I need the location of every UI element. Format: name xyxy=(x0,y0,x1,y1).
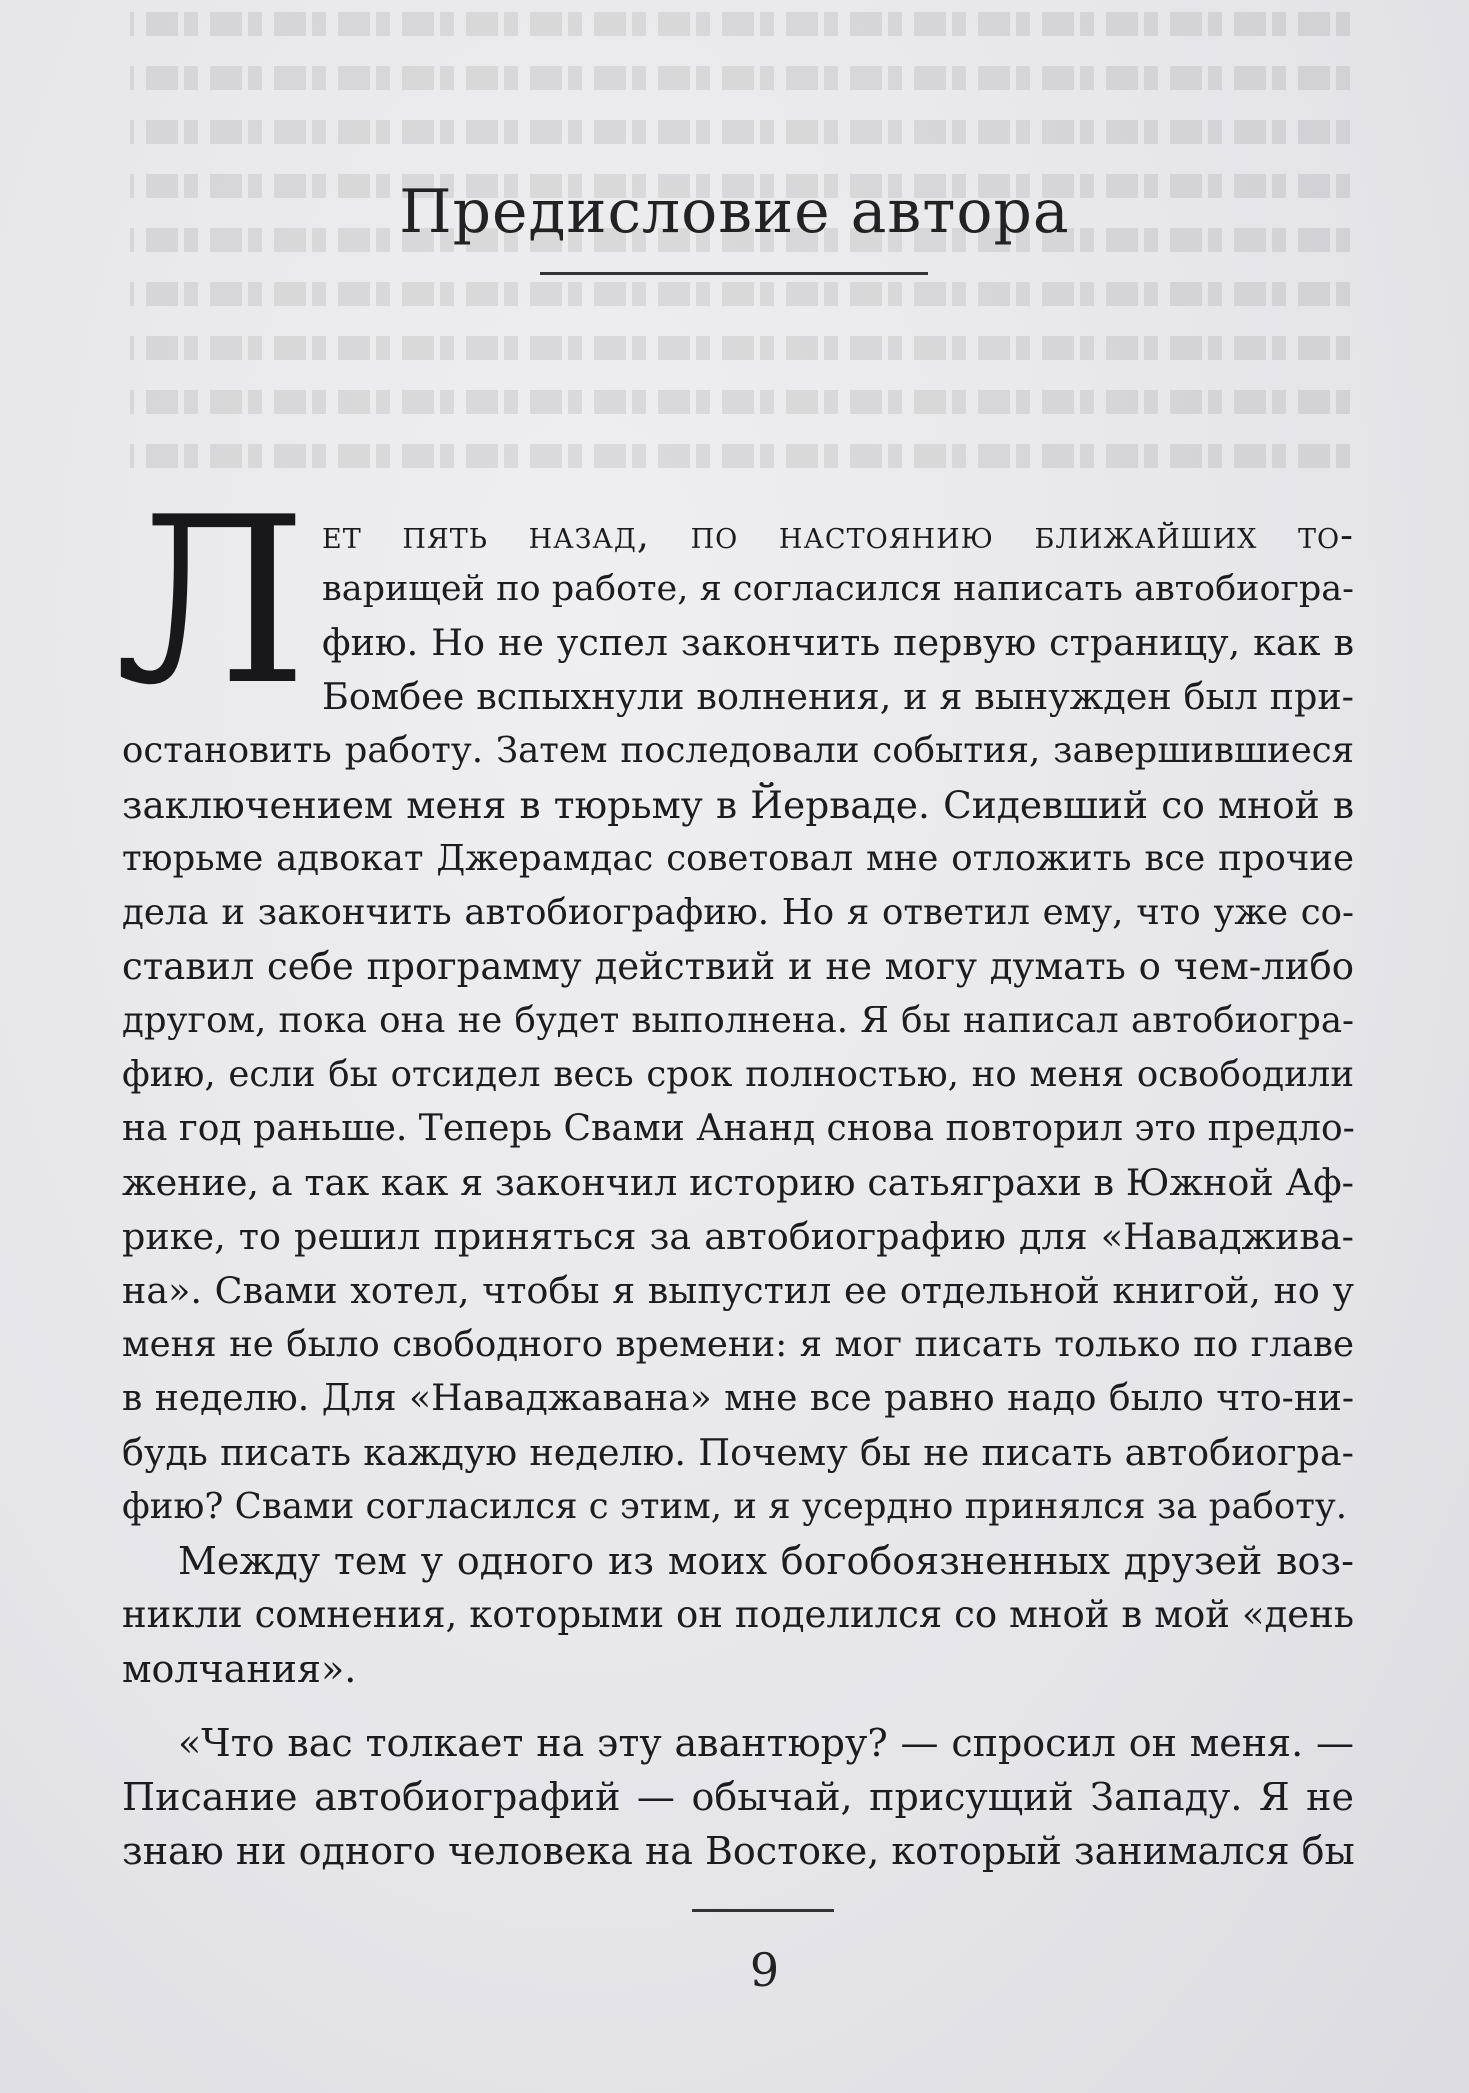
text-line: фию, если бы отсидел весь срок полностью, но меня освободили xyxy=(122,1054,1354,1095)
text-line: заключением меня в тюрьму в Йерваде. Сидевший со мной в xyxy=(122,783,1354,827)
text-line: Бомбее вспыхнули волнения, и я вынужден был при- xyxy=(322,675,1354,718)
text-line: ставил себе программу действий и не могу думать о чем-либо xyxy=(122,945,1354,988)
text-line: знаю ни одного человека на Востоке, который занимался бы xyxy=(122,1829,1355,1873)
text-line: варищей по работе, я согласился написать автобиогра- xyxy=(322,569,1354,609)
text-line: ет пять назад, по настоянию ближайших то- xyxy=(322,513,1354,557)
drop-cap: Л xyxy=(115,469,307,736)
text-line: рике, то решил приняться за автобиографию для «Наваджива- xyxy=(122,1215,1354,1258)
text-line: тюрьме адвокат Джерамдас советовал мне отложить все прочие xyxy=(122,838,1354,879)
chapter-title: Предисловие автора xyxy=(399,177,1070,247)
text-line: фию. Но не успел закончить первую страницу, как в xyxy=(322,621,1354,664)
text-line: жение, а так как я закончил историю сатьяграхи в Южной Аф- xyxy=(122,1161,1354,1204)
text-line: в неделю. Для «Наваджавана» мне все равно надо было что-ни- xyxy=(122,1378,1354,1419)
title-divider xyxy=(540,272,928,275)
text-line: Между тем у одного из моих богобоязненных друзей воз- xyxy=(178,1539,1354,1583)
text-line: будь писать каждую неделю. Почему бы не писать автобиогра- xyxy=(122,1431,1354,1474)
text-line: Писание автобиографий — обычай, присущий Западу. Я не xyxy=(122,1775,1354,1819)
text-line: остановить работу. Затем последовали события, завершившиеся xyxy=(122,730,1354,771)
text-line: на». Свами хотел, чтобы я выпустил ее отдельной книгой, но у xyxy=(122,1269,1354,1312)
text-line: «Что вас толкает на эту авантюру? — спросил он меня. — xyxy=(178,1721,1354,1765)
body-text xyxy=(122,508,1354,1878)
text-line: молчания». xyxy=(122,1647,357,1691)
text-line: на год раньше. Теперь Свами Ананд снова повторил это предло- xyxy=(122,1108,1355,1149)
text-line: фию? Свами согласился с этим, и я усердно принялся за работу. xyxy=(122,1486,1348,1527)
text-line: меня не было свободного времени: я мог писать только по главе xyxy=(122,1324,1354,1365)
page-number-divider xyxy=(692,1909,834,1912)
text-line: другом, пока она не будет выполнена. Я бы написал автобиогра- xyxy=(122,1000,1354,1041)
text-line: никли сомнения, которыми он поделился со мной в мой «день xyxy=(122,1593,1354,1636)
text-line: дела и закончить автобиографию. Но я ответил ему, что уже со- xyxy=(122,892,1354,933)
page-number: 9 xyxy=(749,1943,780,1997)
